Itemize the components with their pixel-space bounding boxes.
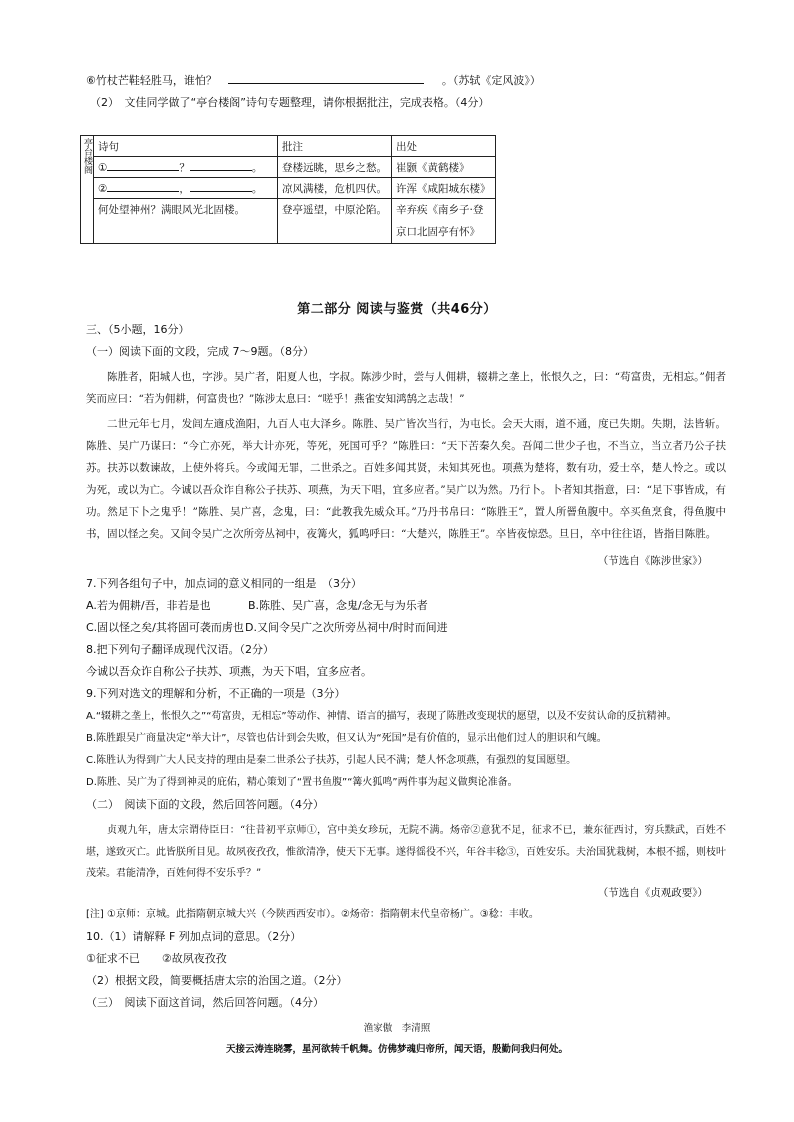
question-8-stem: 8.把下列句子翻译成现代汉语。（2分） bbox=[86, 643, 274, 656]
note-cell: 登楼远眺，思乡之愁。 bbox=[278, 157, 392, 178]
section-3-heading: 三、（5小题，16分） bbox=[86, 323, 190, 336]
part-2-title: 第二部分 阅读与鉴赏（共46分） bbox=[297, 302, 497, 317]
verse-1a-blank[interactable] bbox=[107, 159, 179, 171]
question-6-line bbox=[86, 72, 541, 88]
passage-2-note: [注] ①京师：京城。此指隋朝京城大兴（今陕西西安市）。②炀帝：指隋朝末代皇帝杨广。③稔：丰收。 bbox=[86, 909, 539, 920]
passage-3-heading: （三） 阅读下面这首词，然后回答问题。（4分） bbox=[86, 996, 324, 1009]
source-cell: 辛弃疾《南乡子·登京口北固亭有怀》 bbox=[392, 199, 496, 244]
q6-answer-blank[interactable] bbox=[228, 72, 424, 84]
passage-2-para: 贞观九年，唐太宗谓侍臣曰：“往昔初平京师①，宫中美女珍玩，无院不满。炀帝②意犹不足，征求不已，兼东征西讨，穷兵黩武，百姓不堪，遂致灭亡。此皆朕所目见。故夙夜孜孜，惟欲清净，使天下无事。遂得徭役不兴，年谷丰稔③，百姓安乐。夫治国犹栽树，本根不摇，则枝叶茂荣。君能清净，百姓何得不安乐乎？” bbox=[86, 825, 726, 879]
passage-2-source: （节选自《贞观政要》） bbox=[597, 887, 708, 899]
source-cell: 崔颢《黄鹤楼》 bbox=[392, 157, 496, 178]
table-header-verse: 诗句 bbox=[94, 136, 278, 157]
verse-2b-blank[interactable] bbox=[190, 180, 252, 192]
q9-option-a[interactable]: A.“辍耕之垄上，怅恨久之”“苟富贵，无相忘”等动作、神情、语言的描写，表现了陈胜改变现状的愿望，以及不安贫认命的反抗精神。 bbox=[86, 711, 677, 722]
q7-option-a[interactable]: A.若为佣耕/吾，非若是也 bbox=[86, 599, 211, 612]
q7-option-b[interactable]: B.陈胜、吴广喜，念鬼/念无与为乐者 bbox=[248, 599, 428, 612]
passage-1-para-1: 陈胜者，阳城人也，字涉。吴广者，阳夏人也，字叔。陈涉少时，尝与人佣耕，辍耕之垄上，怅恨久之，曰：“苟富贵，无相忘。”佣者笑而应曰：“若为佣耕，何富贵也？”陈涉太息曰：“嗟乎！燕雀安知鸿鹄之志哉！” bbox=[86, 371, 726, 405]
q10-sub-2: （2）根据文段，简要概括唐太宗的治国之道。（2分） bbox=[86, 974, 348, 987]
passage-1-para-2: 二世元年七月，发闾左適戍渔阳，九百人屯大泽乡。陈胜、吴广皆次当行，为屯长。会天大雨，道不通，度已失期。失期，法皆斩。陈胜、吴广乃谋曰：“今亡亦死，举大计亦死，等死，死国可乎？”陈胜曰：“天下苦秦久矣。吾闻二世少子也，不当立，当立者乃公子扶苏。扶苏以数谏故，上使外将兵。今或闻无罪，二世杀之。百姓多闻其贤，未知其死也。项燕为楚将，数有功，爱士卒，楚人怜之。或以为死，或以为亡。今诚以吾众诈自称公子扶苏、项燕，为天下唱，宜多应者。”吴广以为然。乃行卜。卜者知其指意，曰：“足下事皆成，有功。然足下卜之鬼乎！”陈胜、吴广喜，念鬼，曰：“此教我先威众耳。”乃丹书帛曰：“陈胜王”，置人所罾鱼腹中。卒买鱼烹食，得鱼腹中书，固以怪之矣。又间令吴广之次所旁丛祠中，夜篝火，狐鸣呼曰：“大楚兴，陈胜王”。卒皆夜惊恐。旦日，卒中往往语，皆指目陈胜。 bbox=[86, 418, 726, 540]
verse-1b-blank[interactable] bbox=[190, 159, 252, 171]
note-cell: 登亭遥望，中原沦陷。 bbox=[278, 199, 392, 244]
verse-cell: ① ？ 。 bbox=[94, 157, 278, 178]
question-9-stem: 9.下列对选文的理解和分析，不正确的一项是（3分） bbox=[86, 687, 346, 700]
q10-items: ①征求不已 ②故夙夜孜孜 bbox=[86, 952, 227, 965]
table-row bbox=[81, 199, 496, 244]
q9-option-b[interactable]: B.陈胜跟吴广商量决定“举大计”，尽管也估计到会失败，但又认为“死国”是有价值的，显示出他们过人的胆识和气魄。 bbox=[86, 733, 607, 744]
passage-2-heading: （二） 阅读下面的文段，然后回答问题。（4分） bbox=[86, 798, 324, 811]
question-7-stem: 7.下列各组句子中，加点词的意义相同的一组是 （3分） bbox=[86, 577, 362, 590]
note-cell: 凉风满楼，危机四伏。 bbox=[278, 178, 392, 199]
source-cell: 许浑《咸阳城东楼》 bbox=[392, 178, 496, 199]
q7-option-d[interactable]: D.又间令吴广之次所旁丛祠中/时时而间进 bbox=[245, 621, 448, 634]
table-header-source: 出处 bbox=[392, 136, 496, 157]
q9-option-d[interactable]: D.陈胜、吴广为了得到神灵的庇佑，精心策划了“置书鱼腹”“篝火狐鸣”两件事为起义做舆论准备。 bbox=[86, 777, 518, 788]
table-side-label: 亭台楼阁 bbox=[81, 136, 94, 244]
question-10-stem: 10.（1）请解释 F 列加点词的意思。（2分） bbox=[86, 930, 302, 943]
pavilion-verse-table bbox=[80, 135, 496, 244]
q6-suffix: 。（苏轼《定风波》） bbox=[441, 74, 541, 87]
verse-cell: 何处望神州？满眼风光北固楼。 bbox=[94, 199, 278, 244]
table-row bbox=[81, 157, 496, 178]
verse-2a-blank[interactable] bbox=[107, 180, 179, 192]
passage-1-source: （节选自《陈涉世家》） bbox=[597, 555, 708, 567]
table-row bbox=[81, 178, 496, 199]
poem-title: 渔家傲 李清照 bbox=[363, 1023, 431, 1034]
table-header-note: 批注 bbox=[278, 136, 392, 157]
passage-1-heading: （一）阅读下面的文段，完成 7～9题。（8分） bbox=[86, 345, 314, 358]
q8-sentence: 今诚以吾众诈自称公子扶苏、项燕，为天下唱，宜多应者。 bbox=[86, 665, 372, 678]
question-2-stem: （2） 文佳同学做了“亭台楼阁”诗句专题整理，请你根据批注，完成表格。（4分） bbox=[90, 96, 490, 109]
q9-option-c[interactable]: C.陈胜认为得到广大人民支持的理由是秦二世杀公子扶苏，引起人民不满；楚人怀念项燕，有强烈的复国愿望。 bbox=[86, 755, 577, 766]
q7-option-c[interactable]: C.固以怪之矣/其将固可袭而虏也 bbox=[86, 621, 244, 634]
q6-prefix: ⑥竹杖芒鞋轻胜马，谁怕？ bbox=[86, 74, 217, 87]
poem-line: 天接云涛连晓雾，星河欲转千帆舞。仿佛梦魂归帝所，闻天语，殷勤问我归何处。 bbox=[225, 1044, 568, 1055]
verse-cell: ② ， 。 bbox=[94, 178, 278, 199]
